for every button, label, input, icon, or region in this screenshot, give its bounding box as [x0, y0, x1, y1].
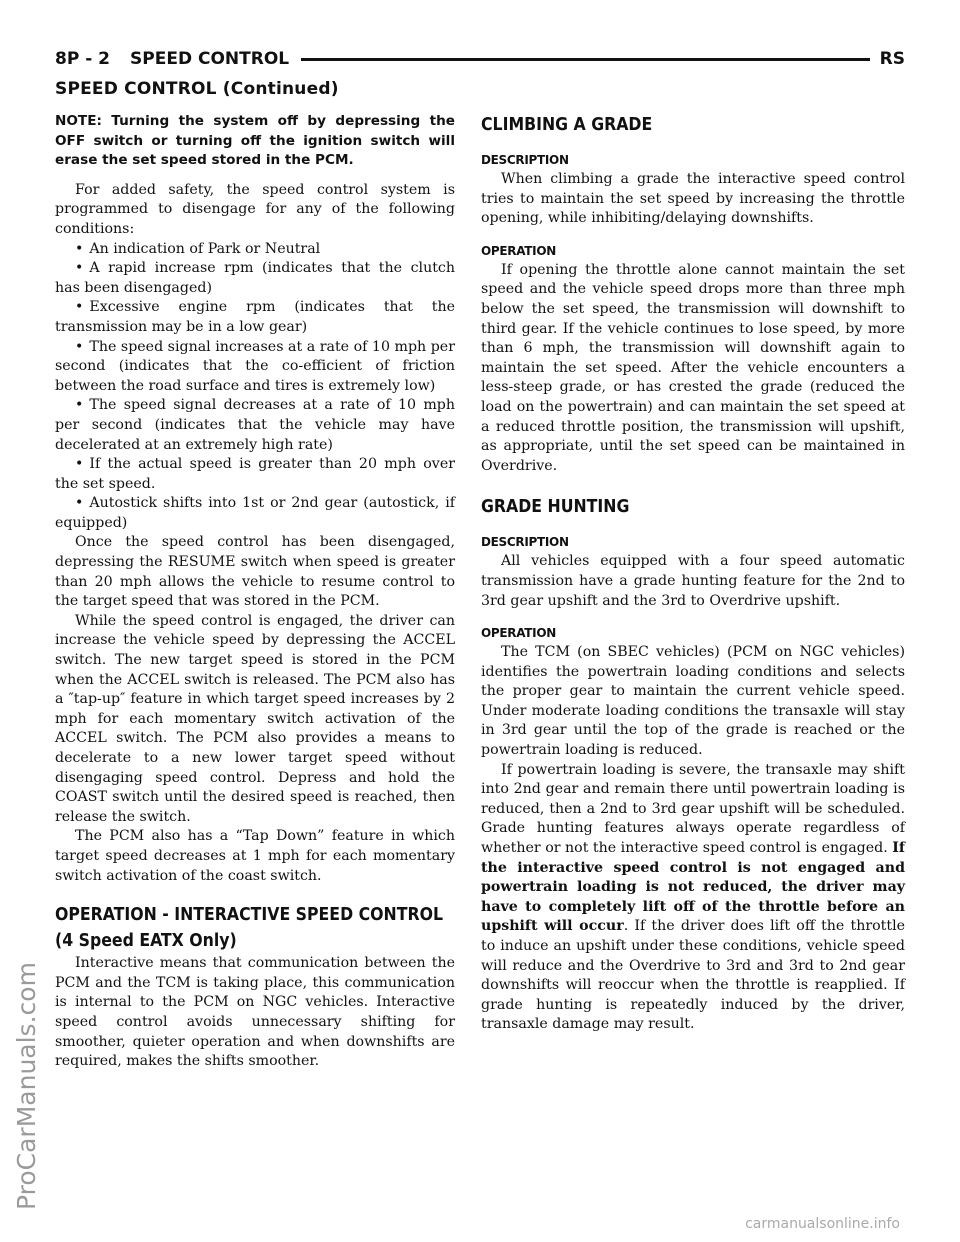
note-text: NOTE: Turning the system off by depressing the OFF switch or turning off the ignition switch will erase the set speed stored in the PCM.: [55, 113, 455, 169]
description-label: DESCRIPTION: [481, 153, 569, 167]
continued-title: SPEED CONTROL (Continued): [55, 79, 339, 99]
header-rule: [301, 58, 870, 61]
operation-label: OPERATION: [481, 626, 556, 641]
grade-hunting-heading: GRADE HUNTING: [481, 497, 630, 518]
model-code: RS: [879, 49, 905, 69]
climb-description: When climbing a grade the interactive speed control tries to maintain the set speed by increasing the throttle opening, while inhibiting/delaying downshifts.: [481, 171, 905, 227]
right-column: [481, 112, 905, 1035]
climbing-heading: CLIMBING A GRADE: [481, 115, 653, 135]
section-title: SPEED CONTROL: [130, 49, 290, 69]
left-column: [55, 112, 455, 1072]
tap-down-paragraph: The PCM also has a “Tap Down” feature in which target speed decreases at 1 mph for each momentary switch activation of the coast switch.: [55, 828, 455, 884]
list-item: • A rapid increase rpm (indicates that the clutch has been disengaged): [55, 260, 455, 296]
list-item: • Excessive engine rpm (indicates that the transmission may be in a low gear): [55, 299, 455, 335]
page-header: [55, 46, 905, 72]
list-item: • The speed signal increases at a rate of 10 mph per second (indicates that the co-efficient of friction between the road surface and tires is extremely low): [55, 338, 455, 394]
list-item: • An indication of Park or Neutral: [75, 240, 321, 257]
list-item: • The speed signal decreases at a rate of 10 mph per second (indicates that the vehicle may have decelerated at an extremely high rate): [55, 397, 455, 453]
section-heading: OPERATION - INTERACTIVE SPEED CONTROL (4 Speed EATX Only): [55, 905, 444, 952]
hunt-description: All vehicles equipped with a four speed automatic transmission have a grade hunting feature for the 2nd to 3rd gear upshift and the 3rd to Overdrive upshift.: [481, 553, 905, 609]
disengage-conditions-list: [55, 240, 455, 534]
list-item: • If the actual speed is greater than 20 mph over the set speed.: [55, 456, 455, 492]
watermark: ProCarManuals.com: [12, 962, 41, 1210]
accel-paragraph: While the speed control is engaged, the driver can increase the vehicle speed by depressing the ACCEL switch. The new target speed is stored in the PCM when the ACCEL switch is released. The PCM also has a ″tap-up″ feature in which target speed increases by 2 mph for each momentary switch activation of the ACCEL switch. The PCM also provides a means to decelerate to a new lower target speed without disengaging speed control. Depress and hold the COAST switch until the desired speed is reached, then release the switch.: [55, 612, 455, 825]
resume-paragraph: Once the speed control has been disengaged, depressing the RESUME switch when speed is greater than 20 mph allows the vehicle to resume control to the target speed that was stored in the PCM.: [55, 534, 455, 610]
hunt-operation-1: The TCM (on SBEC vehicles) (PCM on NGC vehicles) identifies the powertrain loading conditions and selects the proper gear to maintain the current vehicle speed. Under moderate loading conditions the transaxle will stay in 3rd gear until the top of the grade is reached or the powertrain loading is reduced.: [481, 644, 905, 759]
climb-operation: If opening the throttle alone cannot maintain the set speed and the vehicle speed drops more than three mph below the set speed, the transmission will downshift to third gear. If the vehicle continues to lose speed, by more than 6 mph, the transmission will downshift again to maintain the set speed. After the vehicle encounters a less-steep grade, or has crested the grade (reduced the load on the powertrain) and can maintain the set speed at a reduced throttle position, the transmission will upshift, as appropriate, until the set speed can be maintained in Overdrive.: [481, 261, 905, 474]
description-label: DESCRIPTION: [481, 535, 569, 550]
intro-paragraph: For added safety, the speed control system is programmed to disengage for any of the following conditions:: [55, 181, 455, 237]
interactive-paragraph: Interactive means that communication between the PCM and the TCM is taking place, this communication is internal to the PCM on NGC vehicles. Interactive speed control avoids unnecessary shifting for smoother, quieter operation and when downshifts are required, makes the shifts smoother.: [55, 955, 455, 1070]
footer: carmanualsonline.info: [745, 1216, 900, 1232]
page-number: 8P - 2: [55, 49, 111, 69]
operation-label: OPERATION: [481, 243, 556, 258]
list-item: • Autostick shifts into 1st or 2nd gear (autostick, if equipped): [55, 495, 455, 531]
hunt-operation-2: If powertrain loading is severe, the transaxle may shift into 2nd gear and remain there until powertrain loading is reduced, then a 2nd to 3rd gear upshift will be scheduled. Grade hunting features always operate regardless of whether or not the interactive speed control is engaged. If the interactive speed control is not engaged and powertrain loading is not reduced, the driver may have to completely lift off of the throttle before an upshift will occur. If the driver does lift off the throttle to induce an upshift under these conditions, vehicle speed will reduce and the Overdrive to 3rd and 3rd to 2nd gear downshifts will reoccur when the throttle is reapplied. If grade hunting is repeatedly induced by the driver, transaxle damage may result.: [481, 761, 905, 1033]
